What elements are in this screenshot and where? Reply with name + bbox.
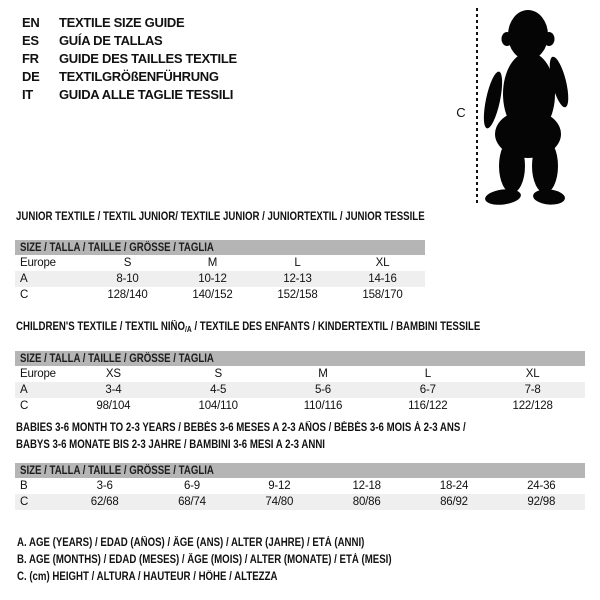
size-header-bar [15, 463, 585, 478]
language-code: FR [22, 51, 39, 66]
table-cell: 3-6 [96, 480, 113, 492]
table-cell: 110/116 [303, 400, 343, 412]
row-label: Europe [20, 257, 56, 269]
table-cell: 62/68 [90, 496, 119, 508]
table-cell: S [214, 368, 222, 380]
table-cell: XS [105, 368, 121, 380]
footnote-b: B. AGE (MONTHS) / EDAD (MESES) / ÂGE (MOIS) / ALTER (MONATE) / ETÀ (MESI) [17, 554, 392, 566]
language-label: TEXTILE SIZE GUIDE [59, 15, 185, 30]
table-cell: 24-36 [527, 480, 556, 492]
table-cell: 86/92 [440, 496, 468, 508]
babies-table-title [16, 420, 551, 454]
table-cell: S [123, 257, 132, 269]
children-table-title-text: CHILDREN'S TEXTILE / TEXTIL $NIÑO_{/A}$ / TEXTILE DES ENFANTS / KINDERTEXTIL / BAMBINI TESSILE [16, 321, 481, 334]
table-cell: L [294, 257, 301, 269]
language-label: GUIDA ALLE TAGLIE TESSILI [59, 87, 234, 102]
language-label: TEXTILGRÖßENFÜHRUNG [59, 69, 219, 84]
height-marker-label: C [456, 105, 466, 120]
row-label: B [20, 480, 28, 492]
footnote-c: C. (cm) HEIGHT / ALTURA / HAUTEUR / HÖHE / ALTEZZA [17, 571, 278, 583]
babies-textile-table [15, 463, 585, 510]
table-cell: 116/122 [408, 400, 448, 412]
table-cell: XL [525, 368, 540, 380]
language-code: ES [22, 33, 39, 48]
row-label: C [20, 496, 29, 508]
table-cell: 74/80 [265, 496, 294, 508]
row-label: A [20, 273, 28, 285]
row-label: Europe [20, 368, 56, 380]
table-cell: 152/158 [277, 289, 318, 301]
table-row [15, 494, 585, 510]
footnote-a: A. AGE (YEARS) / EDAD (AÑOS) / ÂGE (ANS) / ALTER (JAHRE) / ETÀ (ANNI) [17, 537, 365, 549]
table-cell: XL [375, 257, 390, 269]
table-row [15, 398, 585, 414]
language-list [22, 14, 237, 104]
table-cell: 12-13 [283, 273, 312, 285]
table-cell: 8-10 [116, 273, 139, 285]
children-table-title [16, 321, 569, 336]
table-cell: 98/104 [96, 400, 131, 412]
table-cell: L [424, 368, 431, 380]
nino-a-subscript: /A [185, 325, 192, 334]
table-cell: M [207, 257, 218, 269]
table-cell: 80/86 [352, 496, 381, 508]
table-cell: 6-9 [183, 480, 200, 492]
language-label: GUÍA DE TALLAS [59, 33, 163, 48]
language-row [22, 50, 237, 68]
row-label: C [20, 289, 29, 301]
table-row [15, 287, 425, 303]
table-cell: 158/170 [362, 289, 403, 301]
language-code: EN [22, 15, 40, 30]
babies-table-title-line2: BABYS 3-6 MONATE BIS 2-3 JAHRE / BAMBINI 3-6 MESI A 2-3 ANNI [16, 439, 325, 451]
size-header-bar [15, 240, 425, 255]
table-cell: 9-12 [268, 480, 291, 492]
table-cell: 128/140 [107, 289, 148, 301]
table-cell: 6-7 [419, 384, 436, 396]
row-label: A [20, 384, 28, 396]
babies-table-title-line1: BABIES 3-6 MONTH TO 2-3 YEARS / BEBÉS 3-6 MESES A 2-3 AÑOS / BÉBÉS 3-6 MOIS À 2-3 ANS / [16, 422, 466, 434]
height-dashed-line [476, 8, 478, 206]
table-row [15, 382, 585, 398]
size-header-bar [15, 351, 585, 366]
table-cell: 7-8 [524, 384, 541, 396]
size-header-text: SIZE / TALLA / TAILLE / GRÖSSE / TAGLIA [20, 464, 214, 477]
table-cell: 3-4 [105, 384, 122, 396]
table-cell: 14-16 [368, 273, 397, 285]
table-row [15, 255, 425, 271]
language-row [22, 32, 237, 50]
table-cell: 68/74 [178, 496, 206, 508]
table-cell: M [318, 368, 328, 380]
table-cell: 10-12 [198, 273, 227, 285]
table-row [15, 271, 425, 287]
language-row [22, 14, 237, 32]
junior-table-title-text: JUNIOR TEXTILE / TEXTIL JUNIOR/ TEXTILE JUNIOR / JUNIORTEXTIL / JUNIOR TESSILE [16, 211, 425, 223]
language-code: DE [22, 69, 40, 84]
table-cell: 140/152 [192, 289, 233, 301]
footnotes [17, 535, 463, 586]
language-label: GUIDE DES TAILLES TEXTILE [59, 51, 237, 66]
table-cell: 122/128 [512, 400, 553, 412]
language-code: IT [22, 87, 33, 102]
table-cell: 4-5 [210, 384, 227, 396]
language-row [22, 86, 237, 104]
table-row [15, 366, 585, 382]
size-header-text: SIZE / TALLA / TAILLE / GRÖSSE / TAGLIA [20, 241, 214, 254]
size-header-text: SIZE / TALLA / TAILLE / GRÖSSE / TAGLIA [20, 352, 214, 365]
table-row [15, 478, 585, 494]
table-cell: 92/98 [527, 496, 556, 508]
baby-silhouette-icon [482, 8, 578, 206]
table-cell: 12-18 [352, 480, 381, 492]
children-textile-table [15, 351, 585, 414]
table-cell: 5-6 [314, 384, 331, 396]
table-cell: 18-24 [439, 480, 469, 492]
table-cell: 104/110 [198, 400, 238, 412]
row-label: C [20, 400, 29, 412]
junior-table-title [16, 211, 502, 224]
junior-textile-table [15, 240, 425, 303]
language-row [22, 68, 237, 86]
